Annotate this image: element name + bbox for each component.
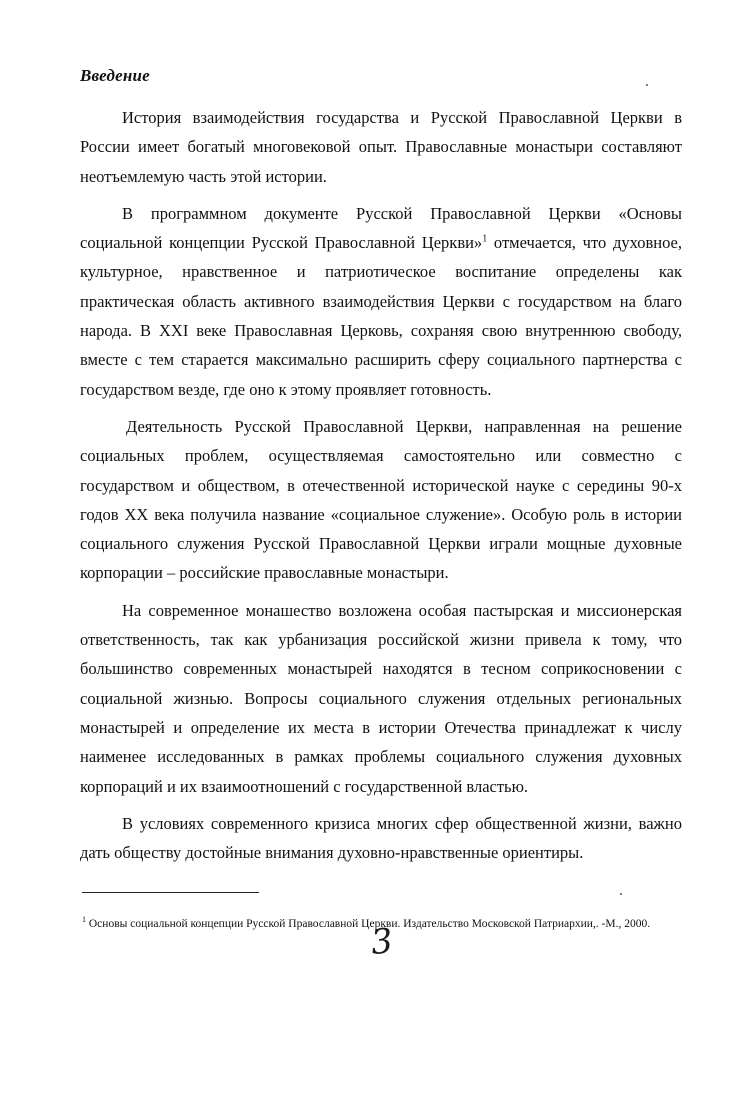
paragraph-4: На современное монашество возложена особая пастырская и миссионерская ответственность, так как урбанизация российской жизни привела к тому, что большинство современных монастырей находятся в тесном соприкосновении с социальной жизнью. Вопросы социального служения отдельных региональных монастырей и определение их места в истории Отечества принадлежат к числу наименее исследованных в рамках проблемы социального служения духовных корпораций и их взаимоотношений с государственной властью. [80, 600, 682, 796]
footnote-text: Основы социальной концепции Русской Православной Церкви. Издательство Московской Патриархии,. -М., 2000. [86, 918, 651, 930]
footnote-separator [82, 892, 259, 893]
section-heading: Введение [80, 66, 150, 85]
footnote-reference: 1 [482, 233, 488, 245]
paragraph-3: Деятельность Русской Православной Церкви, направленная на решение социальных проблем, осуществляемая самостоятельно или совместно с государством и обществом, в отечественной исторической науке с середины 90-х годов XX века получила название «социальное служение». Особую роль в истории социального служения Русской Православной Церкви играли мощные духовные корпорации – российские православные монастыри. [80, 416, 682, 583]
body-text [80, 103, 682, 875]
paragraph-2-start: В программном документе Русской Православной Церкви «Основы социальной концепции Русской Православной Церкви» [80, 203, 682, 253]
paragraph-2 [80, 199, 682, 404]
scan-speck [620, 893, 622, 895]
footnote-marker: 1 [82, 915, 86, 925]
scan-speck [646, 84, 648, 86]
page-number: 3 [368, 920, 395, 964]
paragraph-5: В условиях современного кризиса многих сфер общественной жизни, важно дать обществу достойные внимания духовно-нравственные ориентиры. [80, 813, 682, 863]
paragraph-1: История взаимодействия государства и Русской Православной Церкви в России имеет богатый многовековой опыт. Православные монастыри составляют неотъемлемую часть этой истории. [80, 108, 682, 186]
paragraph-2-end: отмечается, что духовное, культурное, нравственное и патриотическое воспитание определены как практическая область активного взаимодействия Церкви с государством на благо народа. В XXI веке Православная Церковь, сохраняя свою внутреннюю свободу, вместе с тем старается максимально расширить сферу социального партнерства с государством везде, где оно к этому проявляет готовность. [80, 233, 682, 399]
